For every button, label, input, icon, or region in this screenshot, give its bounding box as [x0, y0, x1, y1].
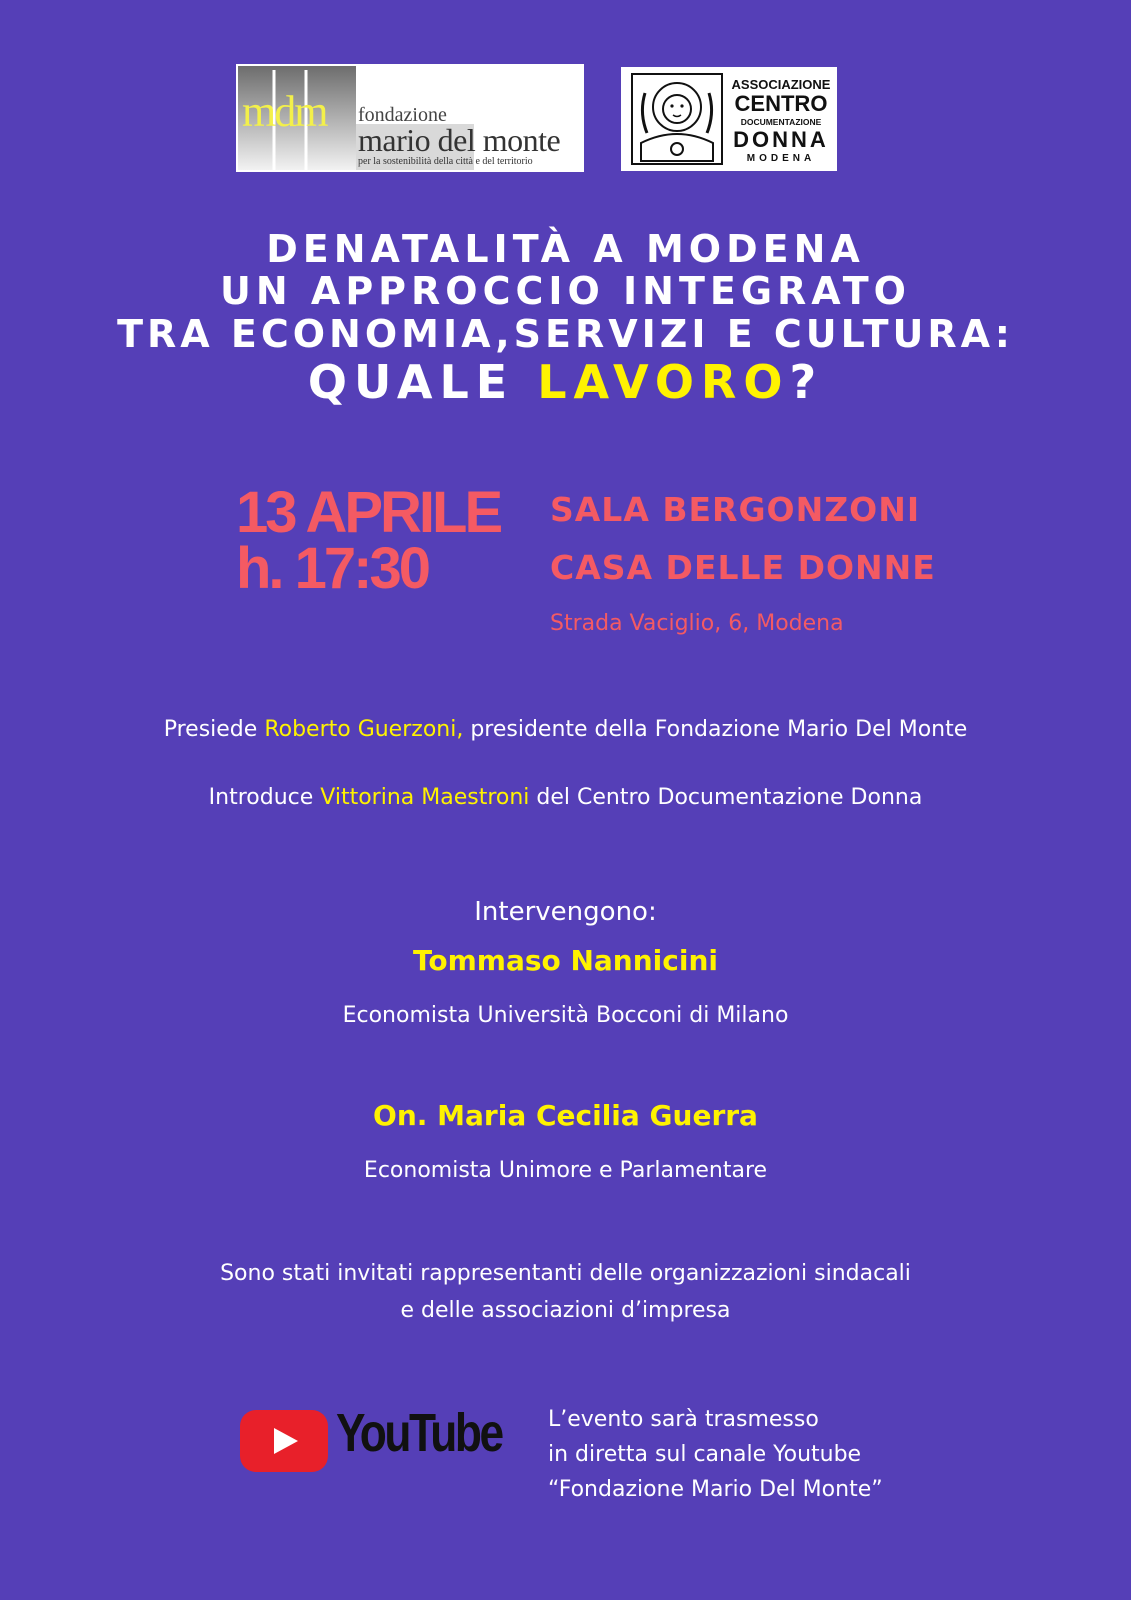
- event-venue-1: SALA BERGONZONI: [550, 490, 921, 529]
- cdd-line5: MODENA: [746, 153, 816, 164]
- mdm-line1: fondazione: [358, 104, 447, 126]
- title-line-4-suffix: ?: [789, 355, 824, 409]
- woman-face-emblem-icon: [631, 73, 723, 165]
- fondazione-mario-del-monte-logo: [236, 64, 584, 172]
- event-time: h. 17:30: [236, 536, 428, 601]
- event-address: Strada Vaciglio, 6, Modena: [550, 611, 844, 636]
- title-line-2: UN APPROCCIO INTEGRATO: [220, 269, 911, 313]
- intro-name: Vittorina Maestroni: [320, 785, 530, 810]
- invited-line-1: Sono stati invitati rappresentanti delle organizzazioni sindacali: [220, 1261, 911, 1286]
- chair-suffix: presidente della Fondazione Mario Del Monte: [463, 717, 968, 742]
- event-venue-2: CASA DELLE DONNE: [550, 548, 936, 587]
- speakers-label: Intervengono:: [474, 897, 657, 927]
- title-line-1: DENATALITÀ A MODENA: [266, 227, 865, 271]
- invited-line-2: e delle associazioni d’impresa: [400, 1298, 731, 1323]
- title-line-4: [0, 355, 1131, 409]
- chair-name: Roberto Guerzoni,: [264, 717, 464, 742]
- youtube-wordmark: YouTube: [336, 1403, 502, 1463]
- title-line-3: TRA ECONOMIA,SERVIZI E CULTURA:: [117, 312, 1014, 356]
- speaker-1-name: Tommaso Nannicini: [412, 944, 719, 977]
- speaker-2-role: Economista Unimore e Parlamentare: [363, 1158, 768, 1183]
- cdd-line2: CENTRO: [734, 91, 828, 116]
- title-highlight: LAVORO: [537, 355, 790, 409]
- centro-documentazione-donna-logo: [621, 67, 837, 171]
- mdm-line2: mario del monte: [358, 122, 561, 158]
- speaker-1-role: Economista Università Bocconi di Milano: [342, 1003, 789, 1028]
- stream-line-3: “Fondazione Mario Del Monte”: [548, 1477, 883, 1502]
- title-line-4-prefix: QUALE: [307, 355, 538, 409]
- event-date: 13 APRILE: [236, 480, 501, 545]
- cdd-line1: ASSOCIAZIONE: [731, 77, 831, 92]
- cdd-line4: DONNA: [733, 127, 829, 152]
- stream-line-2: in diretta sul canale Youtube: [548, 1442, 862, 1467]
- intro-line: [0, 785, 1131, 810]
- mdm-tagline: per la sostenibilità della città e del territorio: [358, 156, 533, 167]
- intro-prefix: Introduce: [208, 785, 321, 810]
- chair-prefix: Presiede: [163, 717, 265, 742]
- speaker-2-name: On. Maria Cecilia Guerra: [373, 1099, 758, 1132]
- cdd-line3: DOCUMENTAZIONE: [740, 117, 822, 127]
- mdm-mark: mdm: [242, 87, 327, 136]
- youtube-play-icon: [240, 1410, 328, 1472]
- youtube-logo: [240, 1410, 328, 1476]
- stream-line-1: L’evento sarà trasmesso: [548, 1407, 819, 1432]
- intro-suffix: del Centro Documentazione Donna: [529, 785, 923, 810]
- chair-line: [0, 717, 1131, 742]
